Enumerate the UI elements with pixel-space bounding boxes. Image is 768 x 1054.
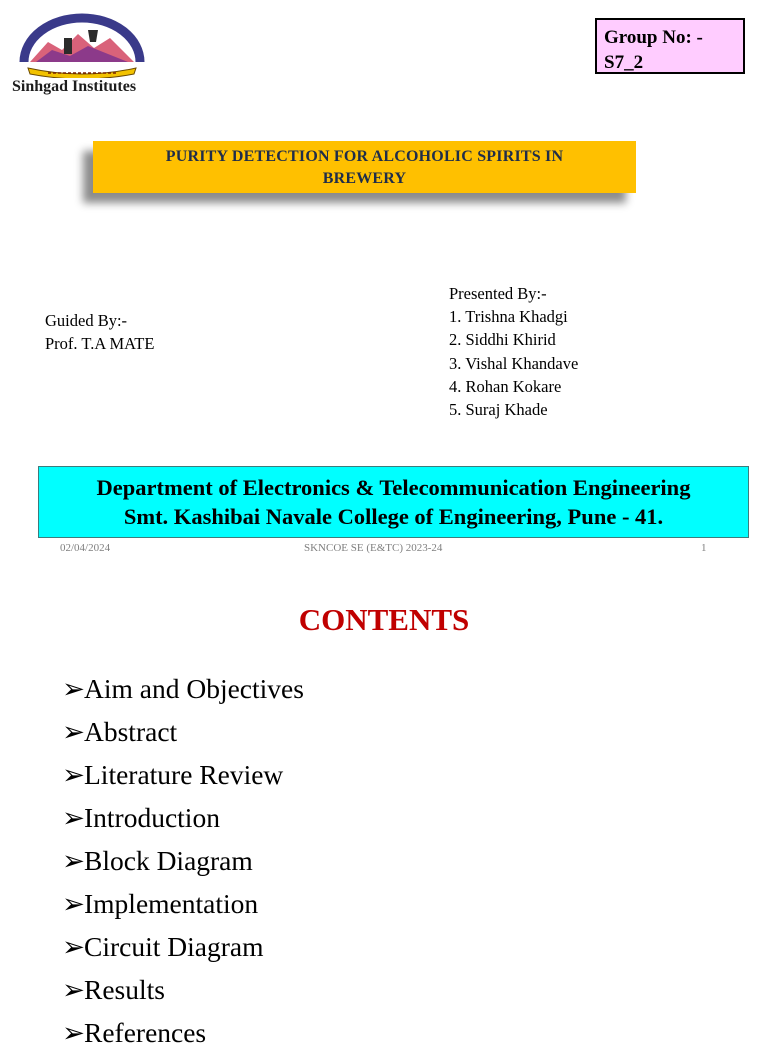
contents-item: ➢Aim and Objectives: [62, 667, 304, 710]
team-member: 4. Rohan Kokare: [449, 376, 562, 396]
contents-item: ➢Introduction: [62, 796, 304, 839]
contents-list: [62, 667, 304, 1054]
arrow-bullet-icon: ➢: [62, 759, 86, 790]
project-title-line-1: PURITY DETECTION FOR ALCOHOLIC SPIRITS IN: [165, 148, 564, 165]
college-name: Smt. Kashibai Navale College of Engineering, Pune - 41.: [123, 504, 664, 529]
arrow-bullet-icon: ➢: [62, 802, 86, 833]
team-member: 1. Trishna Khadgi: [449, 307, 568, 327]
project-title-line-2: BREWERY: [322, 170, 407, 187]
arrow-bullet-icon: ➢: [62, 974, 86, 1005]
logo-caption: Sinhgad Institutes: [12, 78, 137, 95]
department-box: [38, 466, 749, 538]
arrow-bullet-icon: ➢: [62, 888, 86, 919]
project-title-banner: [93, 141, 636, 193]
group-value: S7_2: [604, 52, 644, 73]
arrow-bullet-icon: ➢: [62, 673, 86, 704]
team-member-list: [449, 305, 578, 421]
group-label: Group No: -: [604, 27, 703, 48]
sinhgad-logo: [12, 12, 152, 98]
team-member: 2. Siddhi Khirid: [449, 330, 556, 350]
arrow-bullet-icon: ➢: [62, 845, 86, 876]
arrow-bullet-icon: ➢: [62, 931, 86, 962]
team-member: 3. Vishal Khandave: [449, 353, 579, 373]
department-name: Department of Electronics & Telecommunication Engineering: [96, 475, 691, 500]
contents-item: ➢Block Diagram: [62, 839, 304, 882]
footer-course: SKNCOE SE (E&TC) 2023-24: [304, 542, 443, 554]
footer-page-number: 1: [701, 542, 707, 554]
arrow-bullet-icon: ➢: [62, 1017, 86, 1048]
contents-item: ➢Abstract: [62, 710, 304, 753]
contents-title: CONTENTS: [298, 602, 470, 637]
guided-by-block: [45, 309, 154, 355]
guided-by-heading: Guided By:-: [45, 311, 128, 330]
footer-date: 02/04/2024: [60, 542, 111, 554]
contents-item: ➢Results: [62, 968, 304, 1011]
presented-by-block: [449, 282, 578, 421]
sinhgad-emblem-icon: [18, 12, 146, 78]
presented-by-heading: Presented By:-: [449, 284, 547, 303]
team-member: 5. Suraj Khade: [449, 400, 548, 420]
contents-item: ➢Implementation: [62, 882, 304, 925]
contents-slide: [0, 566, 768, 1048]
contents-item: ➢Literature Review: [62, 753, 304, 796]
group-number-box: [595, 18, 745, 74]
arrow-bullet-icon: ➢: [62, 716, 86, 747]
contents-item: ➢References: [62, 1011, 304, 1054]
contents-item: ➢Circuit Diagram: [62, 925, 304, 968]
guide-name: Prof. T.A MATE: [45, 334, 155, 353]
